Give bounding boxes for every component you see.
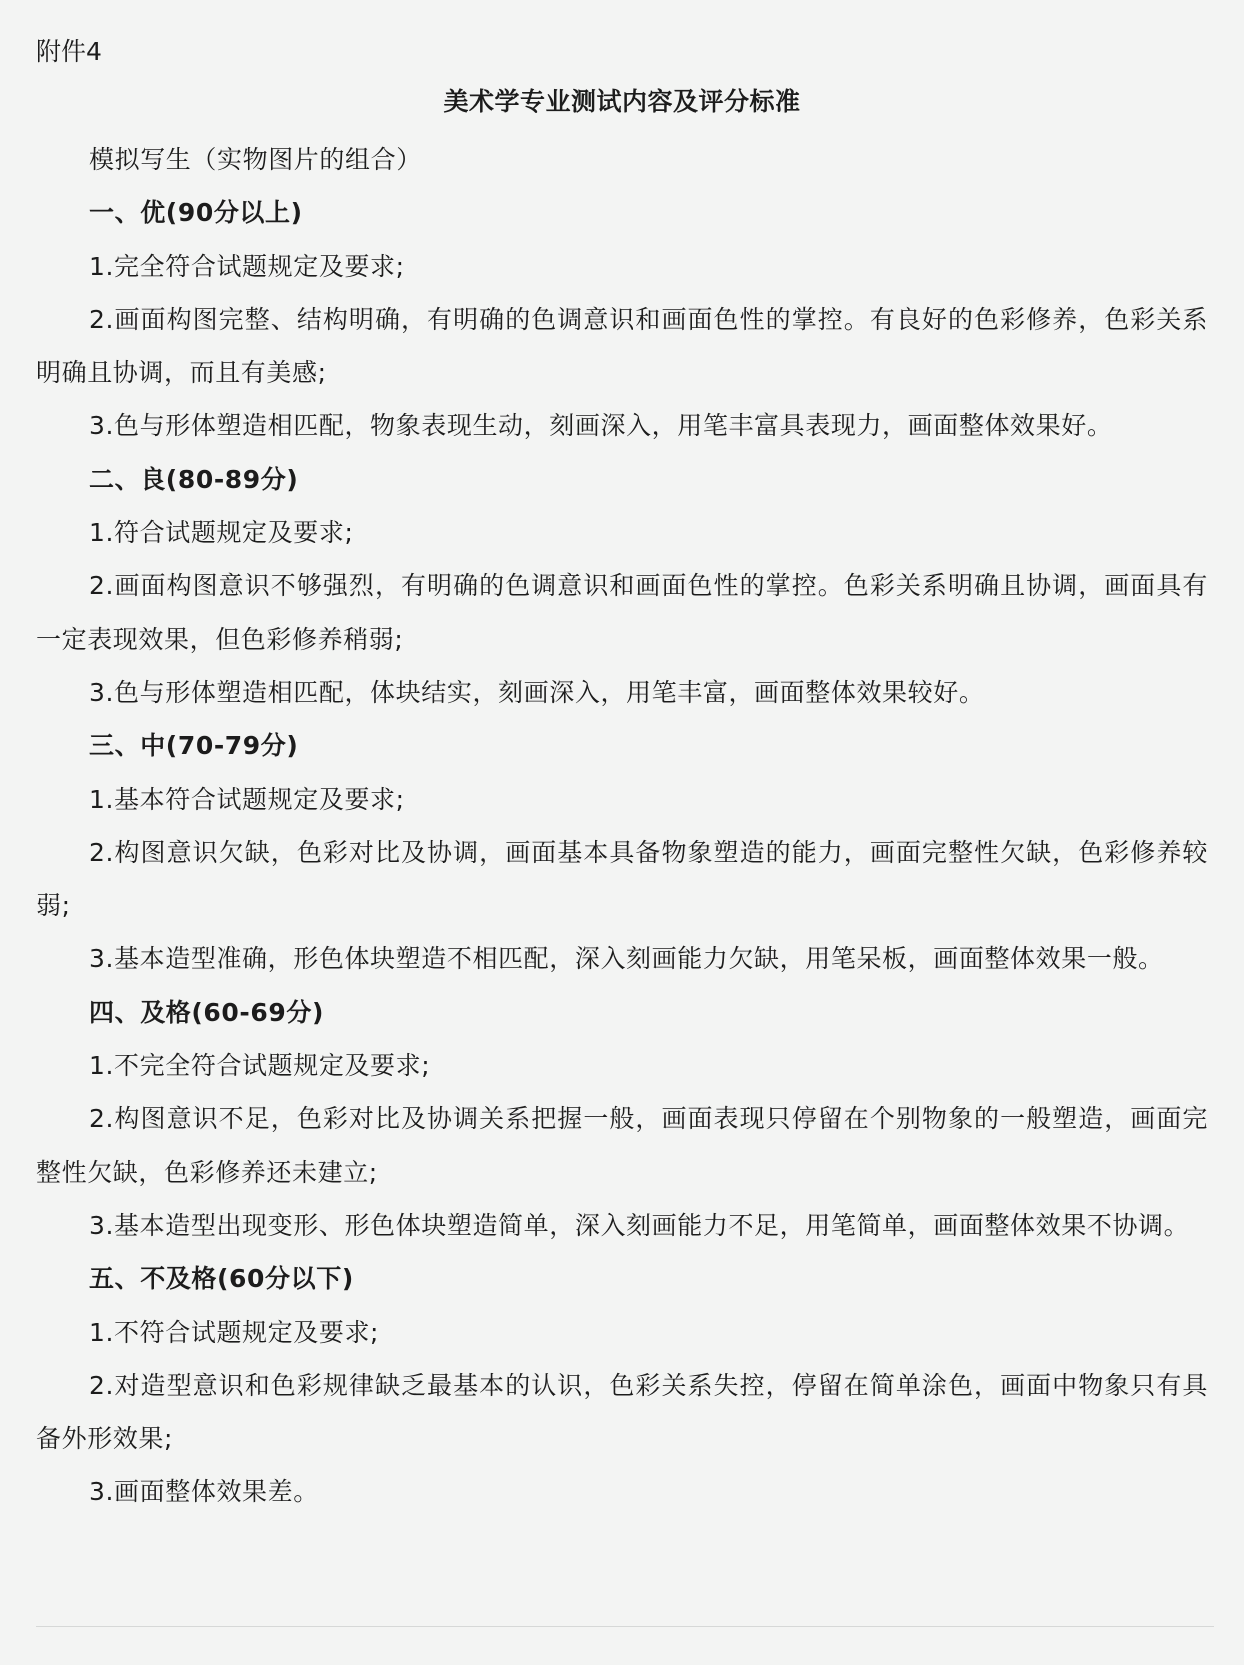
section-heading-pass: 四、及格(60-69分) <box>89 997 325 1027</box>
bottom-divider <box>36 1626 1214 1627</box>
attachment-label: 附件4 <box>36 37 102 66</box>
criterion-item: 3.画面整体效果差。 <box>89 1477 319 1507</box>
document-body <box>36 133 1208 1519</box>
criterion-item: 1.不完全符合试题规定及要求; <box>89 1051 431 1081</box>
section-heading-fail: 五、不及格(60分以下) <box>89 1264 354 1294</box>
criterion-item: 2.画面构图完整、结构明确，有明确的色调意识和画面色性的掌控。有良好的色彩修养，色彩关系明确且协调，而且有美感; <box>36 304 1208 388</box>
criterion-item: 1.完全符合试题规定及要求; <box>89 251 405 281</box>
criterion-item: 2.画面构图意识不够强烈，有明确的色调意识和画面色性的掌控。色彩关系明确且协调，画面具有一定表现效果，但色彩修养稍弱; <box>36 571 1208 654</box>
criterion-item: 1.不符合试题规定及要求; <box>89 1317 380 1347</box>
criterion-item: 2.对造型意识和色彩规律缺乏最基本的认识，色彩关系失控，停留在简单涂色，画面中物象只有具备外形效果; <box>36 1370 1208 1454</box>
criterion-item: 3.基本造型出现变形、形色体块塑造简单，深入刻画能力不足，用笔简单，画面整体效果不协调。 <box>89 1210 1190 1240</box>
section-heading-good: 二、良(80-89分) <box>89 464 299 494</box>
criterion-item: 1.符合试题规定及要求; <box>89 518 354 548</box>
section-heading-excellent: 一、优(90分以上) <box>89 198 303 228</box>
criterion-item: 2.构图意识不足，色彩对比及协调关系把握一般，画面表现只停留在个别物象的一般塑造，画面完整性欠缺，色彩修养还未建立; <box>36 1104 1208 1187</box>
criterion-item: 2.构图意识欠缺，色彩对比及协调，画面基本具备物象塑造的能力，画面完整性欠缺，色彩修养较弱; <box>36 837 1208 921</box>
section-heading-medium: 三、中(70-79分) <box>89 731 299 761</box>
criterion-item: 1.基本符合试题规定及要求; <box>89 784 405 814</box>
criterion-item: 3.基本造型准确，形色体块塑造不相匹配，深入刻画能力欠缺，用笔呆板，画面整体效果一般。 <box>89 944 1164 974</box>
intro-paragraph: 模拟写生（实物图片的组合） <box>89 145 422 174</box>
criterion-item: 3.色与形体塑造相匹配，物象表现生动，刻画深入，用笔丰富具表现力，画面整体效果好。 <box>89 411 1113 441</box>
criterion-item: 3.色与形体塑造相匹配，体块结实，刻画深入，用笔丰富，画面整体效果较好。 <box>89 677 985 707</box>
document-title: 美术学专业测试内容及评分标准 <box>443 87 801 116</box>
